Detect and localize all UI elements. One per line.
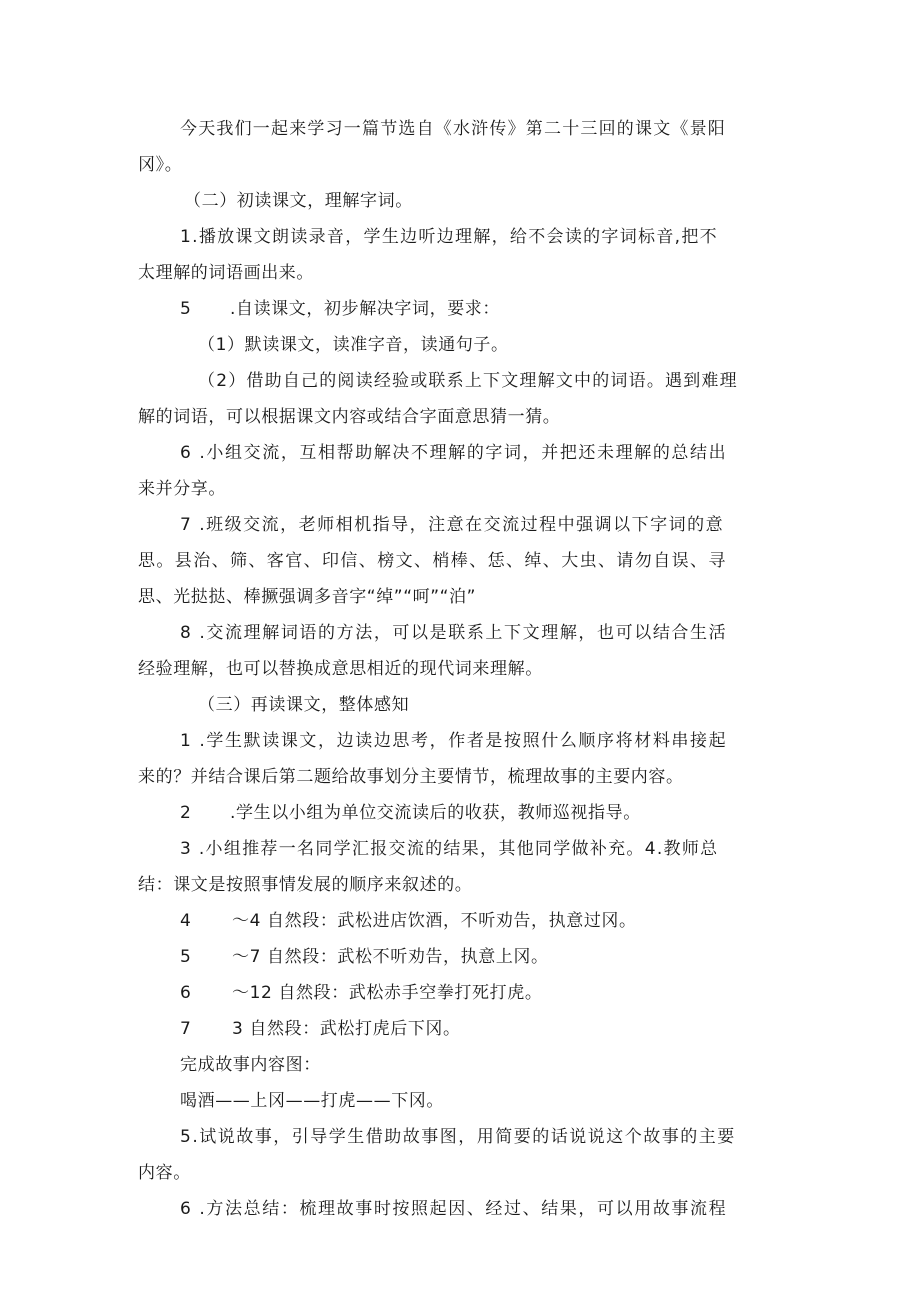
section-3-heading: （三）再读课文，整体感知 — [198, 695, 410, 715]
s2-req2-line-1: （2）借助自己的阅读经验或联系上下文理解文中的词语。遇到难理 — [198, 371, 738, 391]
s2-item2 — [180, 297, 500, 321]
s3-item2 — [180, 801, 641, 825]
s2-item4-line-1: 7 .班级交流，老师相机指导，注意在交流过程中强调以下字词的意 — [180, 515, 725, 535]
s3-item3-line-1: 3 .小组推荐一名同学汇报交流的结果，其他同学做补充。4.教师总 — [180, 839, 719, 859]
s3-item1-line-1: 1 .学生默读课文，边读边思考，作者是按照什么顺序将材料串接起 — [180, 731, 728, 751]
s2-item2-num: 5 — [180, 299, 192, 319]
paragraph-range-3-num: 6 — [180, 983, 192, 1003]
s2-requirement-1: （1）默读课文，读准字音，读通句子。 — [198, 335, 509, 355]
s2-item2-text: .自读课文，初步解决字词，要求： — [230, 299, 501, 319]
paragraph-range-4-num: 7 — [180, 1019, 192, 1039]
s3-item2-num: 2 — [180, 803, 192, 823]
paragraph-range-1 — [180, 909, 637, 933]
section-2-heading: （二）初读课文，理解字词。 — [184, 191, 413, 211]
s2-item1-line-2: 太理解的词语画出来。 — [138, 263, 314, 283]
story-map-label: 完成故事内容图： — [180, 1055, 321, 1075]
s2-item3-line-1: 6 .小组交流，互相帮助解决不理解的字词，并把还未理解的总结出 — [180, 443, 728, 463]
paragraph-range-2-text: ～7 自然段：武松不听劝告，执意上冈。 — [232, 947, 549, 967]
paragraph-range-4-text: 3 自然段：武松打虎后下冈。 — [232, 1019, 461, 1039]
s2-req2-line-2: 解的词语，可以根据课文内容或结合字面意思猜一猜。 — [138, 407, 561, 427]
s3-item6: 6 .方法总结：梳理故事时按照起因、经过、结果，可以用故事流程 — [180, 1199, 728, 1219]
s3-item5-line-1: 5.试说故事，引导学生借助故事图，用简要的话说说这个故事的主要 — [180, 1127, 736, 1147]
paragraph-range-4 — [180, 1017, 461, 1041]
intro-line-1: 今天我们一起来学习一篇节选自《水浒传》第二十三回的课文《景阳 — [180, 119, 726, 139]
paragraph-range-2 — [180, 945, 549, 969]
paragraph-range-2-num: 5 — [180, 947, 192, 967]
s2-item4-line-3: 思、光挞挞、棒撅强调多音字“绰”“呵”“泊” — [138, 587, 477, 607]
paragraph-range-3 — [180, 981, 542, 1005]
intro-line-2: 冈》。 — [138, 155, 183, 175]
s2-item4-line-2: 思。县治、筛、客官、印信、榜文、梢棒、恁、绰、大虫、请勿自误、寻 — [138, 551, 727, 571]
s3-item2-text: .学生以小组为单位交流读后的收获，教师巡视指导。 — [230, 803, 641, 823]
s2-item1-line-1: 1.播放课文朗读录音，学生边听边理解，给不会读的字词标音,把不 — [180, 227, 718, 247]
s3-item3-line-2: 结：课文是按照事情发展的顺序来叙述的。 — [138, 875, 473, 895]
s2-item5-line-1: 8 .交流理解词语的方法，可以是联系上下文理解，也可以结合生活 — [180, 623, 728, 643]
s3-item5-line-2: 内容。 — [138, 1163, 191, 1183]
paragraph-range-1-text: ～4 自然段：武松进店饮酒，不听劝告，执意过冈。 — [232, 911, 637, 931]
paragraph-range-1-num: 4 — [180, 911, 192, 931]
story-map: 喝酒——上冈——打虎——下冈。 — [180, 1091, 444, 1111]
s3-item1-line-2: 来的？并结合课后第二题给故事划分主要情节，梳理故事的主要内容。 — [138, 767, 684, 787]
s2-item3-line-2: 来并分享。 — [138, 479, 226, 499]
s2-item5-line-2: 经验理解，也可以替换成意思相近的现代词来理解。 — [138, 659, 543, 679]
paragraph-range-3-text: ～12 自然段：武松赤手空拳打死打虎。 — [232, 983, 543, 1003]
